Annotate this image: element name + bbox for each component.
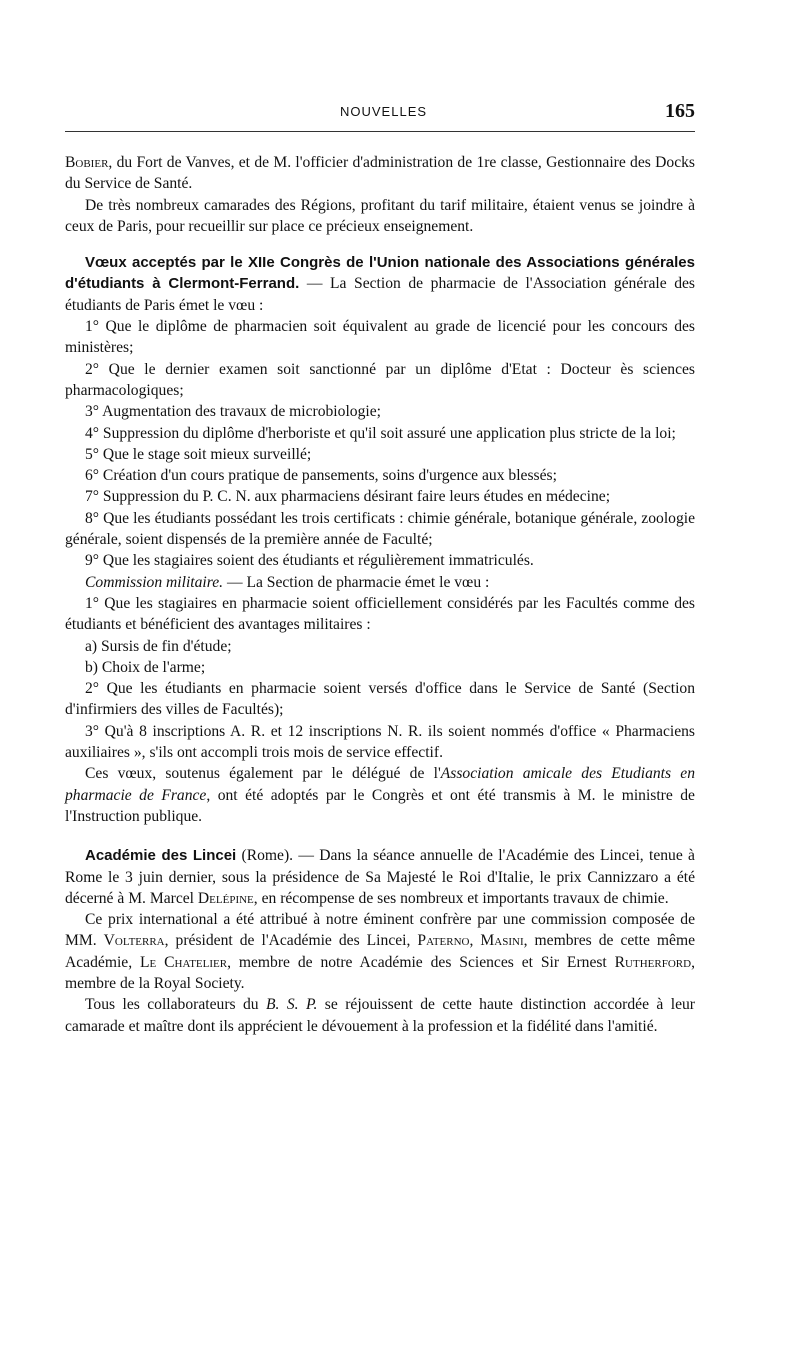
header-rule: [65, 131, 695, 132]
voeu-item: 9° Que les stagiaires soient des étudiants et régulièrement immatriculés.: [85, 552, 534, 570]
person-name: Paterno: [417, 932, 470, 950]
commission-title: Commission militaire.: [85, 573, 224, 591]
commission-paragraph: Commission militaire. — La Section de pharmacie émet le vœu :: [85, 573, 490, 591]
voeu-item: 4° Suppression du diplôme d'herboriste et qu'il soit assuré une application plus stricte de la loi;: [85, 424, 676, 442]
military-item: b) Choix de l'arme;: [85, 658, 206, 676]
person-name: Bobier: [65, 154, 109, 171]
voeu-item: 7° Suppression du P. C. N. aux pharmaciens désirant faire leurs études en médecine;: [85, 488, 611, 506]
military-item: a) Sursis de fin d'étude;: [85, 637, 232, 655]
lincei-paragraph-1: Académie des Lincei (Rome). — Dans la séance annuelle de l'Académie des Lincei, tenue à Rome le 3 juin dernier, sous la présidence de Sa Majesté le Roi d'Italie, le prix Cannizzaro a été décerné à M. Marcel Delépine, en récompense de ses nombreux et importants travaux de chimie.: [65, 847, 695, 907]
person-name: Rutherford: [614, 953, 692, 971]
voeu-item: 6° Création d'un cours pratique de pansements, soins d'urgence aux blessés;: [85, 467, 557, 485]
person-name: Masini: [480, 932, 524, 950]
person-name: Volterra: [103, 932, 165, 950]
military-item: 2° Que les étudiants en pharmacie soient versés d'office dans le Service de Santé (Section d'infirmiers des villes de Facultés);: [65, 680, 695, 719]
intro-paragraph-1: Bobier, du Fort de Vanves, et de M. l'officier d'administration de 1re classe, Gestionnaire des Docks du Service de Santé.: [65, 154, 695, 193]
voeu-item: 1° Que le diplôme de pharmacien soit équivalent au grade de licencié pour les concours des ministères;: [65, 318, 695, 357]
page-number: 165: [665, 100, 695, 122]
person-name: Le Chatelier: [140, 953, 228, 971]
military-item: 1° Que les stagiaires en pharmacie soient officiellement considérés par les Facultés comme des étudiants et bénéficient des avantages militaires :: [65, 594, 695, 634]
lincei-paragraph-3: Tous les collaborateurs du B. S. P. se réjouissent de cette haute distinction accordée à leur camarade et maître dont ils apprécient le dévouement à la profession et la fidélité dans l'amitié.: [65, 996, 695, 1035]
article-body: [65, 152, 695, 1037]
section-heading-voeux: Vœux acceptés par le XIIe Congrès de l'Union nationale des Associations générales d'étudiants à Clermont-Ferrand.: [65, 254, 695, 293]
voeux-closing-paragraph: Ces vœux, soutenus également par le délégué de l'Association amicale des Etudiants en pharmacie de France, ont été adoptés par le Congrès et ont été transmis à M. le ministre de l'Instruction publique.: [65, 765, 695, 825]
running-head: NOUVELLES: [340, 104, 428, 119]
voeu-item: 5° Que le stage soit mieux surveillé;: [85, 445, 312, 463]
voeu-item: 8° Que les étudiants possédant les trois certificats : chimie générale, botanique générale, zoologie générale, soient dispensés de la première année de Faculté;: [65, 509, 695, 549]
lincei-paragraph-2: Ce prix international a été attribué à notre éminent confrère par une commission composée de MM. Volterra, président de l'Académie des Lincei, Paterno, Masini, membres de cette même Académie, Le Chatelier, membre de notre Académie des Sciences et Sir Ernest Rutherford, membre de la Royal Society.: [65, 911, 696, 992]
voeu-item: 2° Que le dernier examen soit sanctionné par un diplôme d'Etat : Docteur ès sciences pharmacologiques;: [65, 360, 695, 399]
voeux-paragraph: Vœux acceptés par le XIIe Congrès de l'Union nationale des Associations générales d'étudiants à Clermont-Ferrand. — La Section de pharmacie de l'Association générale des étudiants de Paris émet le vœu :: [65, 254, 695, 314]
military-item: 3° Qu'à 8 inscriptions A. R. et 12 inscriptions N. R. ils soient nommés d'office « Pharmaciens auxiliaires », s'ils ont accompli trois mois de service effectif.: [65, 722, 695, 762]
section-heading-lincei: Académie des Lincei: [85, 847, 237, 865]
page-header: [65, 100, 695, 124]
person-name: Delépine: [197, 889, 254, 907]
intro-paragraph-2: De très nombreux camarades des Régions, profitant du tarif militaire, étaient venus se joindre à ceux de Paris, pour recueillir sur place ce précieux enseignement.: [65, 196, 695, 235]
voeu-item: 3° Augmentation des travaux de microbiologie;: [85, 403, 381, 421]
